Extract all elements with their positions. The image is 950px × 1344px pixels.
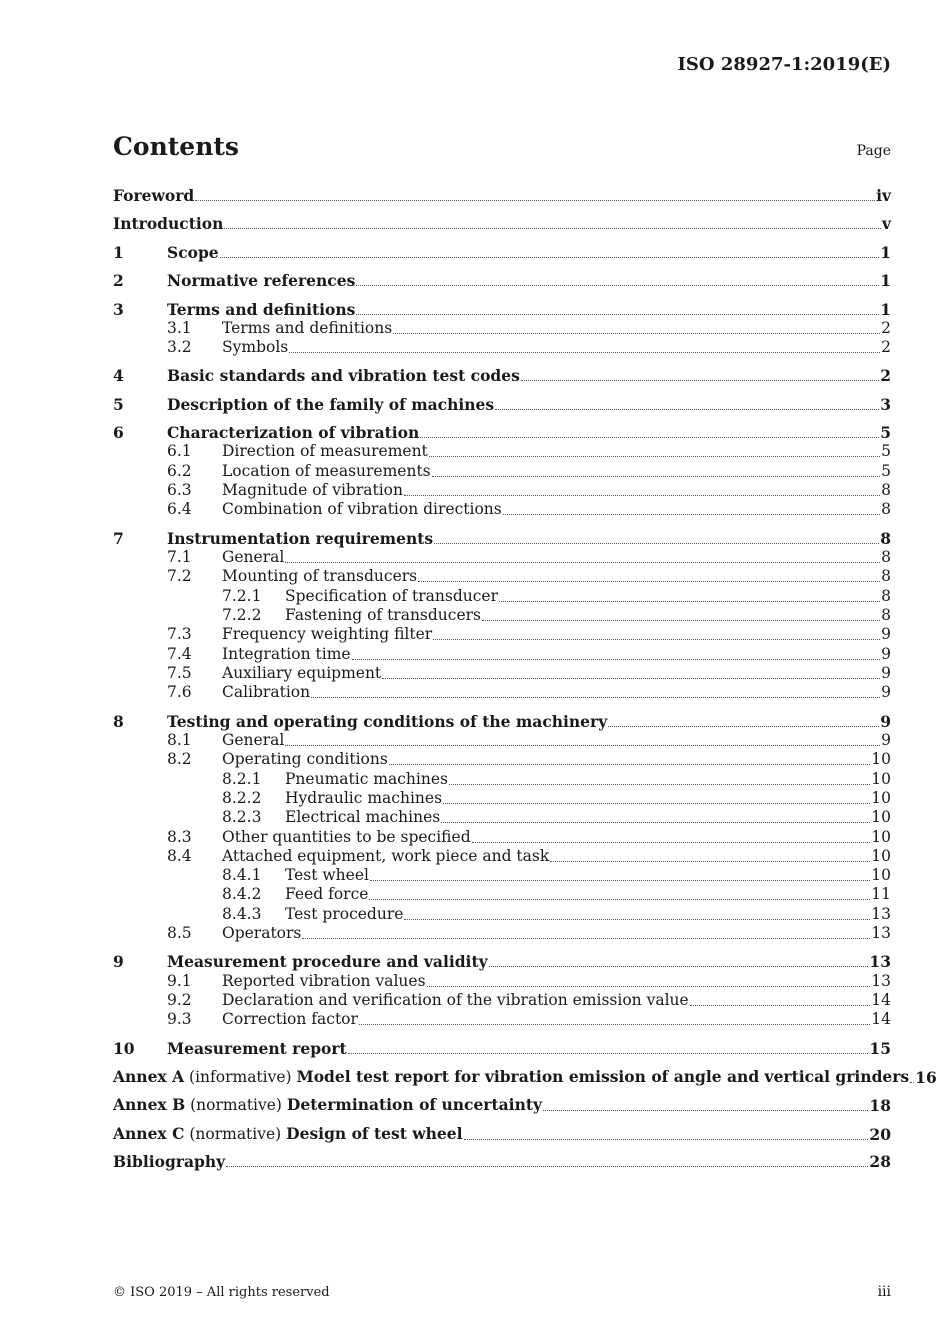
toc-entry-title: Terms and definitions <box>167 300 356 319</box>
toc-entry-title: Electrical machines <box>285 808 441 826</box>
toc-entry-page: 10 <box>871 750 891 768</box>
annex-type: (normative) <box>190 1096 282 1114</box>
toc-entry[interactable] <box>113 395 891 414</box>
toc-entry-page: 2 <box>881 319 891 337</box>
dot-leader <box>382 678 880 679</box>
dot-leader <box>472 842 871 843</box>
toc-entry[interactable] <box>113 529 891 548</box>
toc-entry-number: 8.4.2 <box>222 885 262 903</box>
toc-entry-number: 6.3 <box>167 481 192 499</box>
toc-entry[interactable] <box>113 712 891 731</box>
toc-entry[interactable] <box>113 905 891 924</box>
toc-entry-title: Characterization of vibration <box>167 423 420 442</box>
toc-entry-number: 7 <box>113 529 124 548</box>
toc-entry[interactable] <box>113 300 891 319</box>
toc-entry-page: 8 <box>881 587 891 605</box>
toc-entry-number: 7.1 <box>167 548 192 566</box>
toc-entry-title: Instrumentation requirements <box>167 529 434 548</box>
toc-entry-title: General <box>222 548 285 566</box>
toc-entry-title: Test procedure <box>285 905 404 923</box>
toc-entry-page: 2 <box>880 366 891 385</box>
toc-entry-number: 6.2 <box>167 462 192 480</box>
toc-entry[interactable] <box>113 625 891 644</box>
toc-entry-title: Test wheel <box>285 866 369 884</box>
toc-entry-page: 10 <box>871 808 891 826</box>
copyright-notice: © ISO 2019 – All rights reserved <box>113 1285 330 1300</box>
toc-entry-page: 9 <box>881 683 891 701</box>
toc-entry-page: 1 <box>880 300 891 319</box>
toc-entry-page: 5 <box>881 462 891 480</box>
toc-entry[interactable] <box>113 683 891 702</box>
dot-leader <box>359 1024 870 1025</box>
toc-entry-title: Operators <box>222 924 302 942</box>
dot-leader <box>489 966 869 967</box>
toc-entry[interactable] <box>113 750 891 769</box>
toc-entry-page: 10 <box>871 847 891 865</box>
dot-leader <box>432 476 880 477</box>
table-of-contents <box>113 0 937 1344</box>
toc-entry[interactable] <box>113 1010 891 1029</box>
toc-entry-number: 6.4 <box>167 500 192 518</box>
toc-entry-title: Frequency weighting filter <box>222 625 433 643</box>
toc-entry-page: 14 <box>871 1010 891 1028</box>
toc-entry[interactable] <box>113 770 891 789</box>
toc-entry-page: 9 <box>881 625 891 643</box>
toc-entry-page: 9 <box>881 645 891 663</box>
page-title: Contents <box>113 132 240 161</box>
toc-entry-title: Feed force <box>285 885 369 903</box>
toc-entry-title: Introduction <box>113 214 224 233</box>
dot-leader <box>690 1005 871 1006</box>
dot-leader <box>226 1166 868 1167</box>
toc-entry-number: 9 <box>113 952 124 971</box>
toc-entry-number: 7.5 <box>167 664 192 682</box>
toc-entry-number: 3.2 <box>167 338 192 356</box>
dot-leader <box>434 543 879 544</box>
toc-entry-number: 8.1 <box>167 731 192 749</box>
toc-entry-title: Basic standards and vibration test codes <box>167 366 520 385</box>
toc-entry[interactable] <box>113 952 891 971</box>
dot-leader <box>356 314 879 315</box>
toc-entry-page: 5 <box>880 423 891 442</box>
toc-entry-title: Attached equipment, work piece and task <box>222 847 550 865</box>
toc-entry-number: 7.2.1 <box>222 587 262 605</box>
toc-entry-page: 8 <box>881 567 891 585</box>
toc-entry-number: 7.4 <box>167 645 192 663</box>
toc-entry-title: Fastening of transducers <box>285 606 482 624</box>
toc-entry-page: 13 <box>871 972 891 990</box>
toc-entry-number: 8.2.1 <box>222 770 262 788</box>
annex-title: Model test report for vibration emission of angle and vertical grinders <box>296 1067 910 1086</box>
dot-leader <box>289 352 880 353</box>
toc-entry-number: 7.6 <box>167 683 192 701</box>
toc-entry-title: Magnitude of vibration <box>222 481 403 499</box>
toc-entry-title: Hydraulic machines <box>285 789 443 807</box>
toc-entry-title: Integration time <box>222 645 351 663</box>
dot-leader <box>311 697 880 698</box>
toc-entry-page: 14 <box>871 991 891 1009</box>
dot-leader <box>441 822 870 823</box>
annex-type: (normative) <box>189 1125 282 1143</box>
toc-entry[interactable] <box>113 991 891 1010</box>
dot-leader <box>543 1110 868 1111</box>
dot-leader <box>449 784 870 785</box>
dot-leader <box>369 899 870 900</box>
toc-entry[interactable] <box>113 423 891 442</box>
toc-entry-page: 9 <box>881 664 891 682</box>
dot-leader <box>404 919 870 920</box>
toc-entry-number: 9.3 <box>167 1010 192 1028</box>
dot-leader <box>356 285 879 286</box>
toc-entry-page: 10 <box>871 866 891 884</box>
toc-entry-number: 7.3 <box>167 625 192 643</box>
toc-entry[interactable] <box>113 548 891 567</box>
toc-entry[interactable] <box>113 866 891 885</box>
page-number: iii <box>877 1284 891 1300</box>
dot-leader <box>420 437 879 438</box>
toc-entry-number: 8 <box>113 712 124 731</box>
toc-entry-number: 3.1 <box>167 319 192 337</box>
dot-leader <box>285 562 880 563</box>
annex-label: Annex A <box>113 1067 185 1086</box>
dot-leader <box>389 764 870 765</box>
toc-entry[interactable] <box>113 789 891 808</box>
toc-entry-title: Auxiliary equipment <box>222 664 382 682</box>
toc-entry-page: iv <box>876 186 891 205</box>
toc-entry[interactable] <box>113 606 891 625</box>
toc-entry-number: 9.1 <box>167 972 192 990</box>
toc-entry-number: 8.2.2 <box>222 789 262 807</box>
dot-leader <box>499 601 880 602</box>
toc-entry[interactable] <box>113 1039 891 1058</box>
toc-entry-title: Other quantities to be specified <box>222 828 471 846</box>
dot-leader <box>285 745 880 746</box>
toc-entry-title <box>113 1067 909 1087</box>
dot-leader <box>404 495 880 496</box>
toc-entry[interactable] <box>113 972 891 991</box>
dot-leader <box>464 1139 869 1140</box>
dot-leader <box>433 639 880 640</box>
toc-entry-title: Pneumatic machines <box>285 770 448 788</box>
dot-leader <box>482 620 880 621</box>
toc-entry[interactable] <box>113 731 891 750</box>
toc-entry[interactable] <box>113 462 891 481</box>
toc-entry-title: Measurement procedure and validity <box>167 952 488 971</box>
toc-entry-page: 18 <box>869 1096 891 1115</box>
toc-entry-number: 7.2.2 <box>222 606 262 624</box>
toc-entry-title: Symbols <box>222 338 289 356</box>
toc-entry-number: 8.4.3 <box>222 905 262 923</box>
annex-title: Determination of uncertainty <box>286 1095 542 1114</box>
dot-leader <box>302 938 870 939</box>
dot-leader <box>443 803 870 804</box>
dot-leader <box>550 861 870 862</box>
toc-entry-page: 13 <box>869 952 891 971</box>
toc-entry-page: 9 <box>881 731 891 749</box>
toc-entry[interactable] <box>113 885 891 904</box>
toc-entry[interactable] <box>113 214 891 233</box>
toc-entry-page: 10 <box>871 828 891 846</box>
dot-leader <box>220 257 880 258</box>
toc-entry-page: 10 <box>871 789 891 807</box>
toc-entry-number: 8.4 <box>167 847 192 865</box>
toc-entry-number: 5 <box>113 395 124 414</box>
toc-entry-page: 8 <box>881 481 891 499</box>
toc-entry-page: 28 <box>869 1152 891 1171</box>
toc-entry-page: 9 <box>880 712 891 731</box>
toc-entry[interactable] <box>113 1124 891 1144</box>
dot-leader <box>429 456 880 457</box>
toc-entry-title: Mounting of transducers <box>222 567 418 585</box>
toc-entry-page: 1 <box>880 271 891 290</box>
toc-entry-page: v <box>881 214 891 233</box>
toc-entry[interactable] <box>113 1067 937 1087</box>
toc-entry-title <box>113 1095 542 1115</box>
toc-entry-page: 5 <box>881 442 891 460</box>
page-column-label: Page <box>856 143 891 159</box>
dot-leader <box>348 1053 869 1054</box>
toc-entry[interactable] <box>113 271 891 290</box>
toc-entry-title: Declaration and verification of the vibration emission value <box>222 991 689 1009</box>
toc-entry-number: 3 <box>113 300 124 319</box>
toc-entry[interactable] <box>113 442 891 461</box>
toc-entry-title: Terms and definitions <box>222 319 393 337</box>
toc-entry-title: General <box>222 731 285 749</box>
toc-entry-number: 8.4.1 <box>222 866 262 884</box>
annex-label: Annex C <box>113 1124 185 1143</box>
dot-leader <box>910 1082 914 1083</box>
toc-entry[interactable] <box>113 847 891 866</box>
dot-leader <box>427 986 871 987</box>
toc-entry-title: Direction of measurement <box>222 442 428 460</box>
toc-entry-page: 16 <box>915 1068 937 1087</box>
toc-entry[interactable] <box>113 319 891 338</box>
dot-leader <box>521 380 879 381</box>
toc-entry-page: 20 <box>869 1125 891 1144</box>
toc-entry[interactable] <box>113 808 891 827</box>
toc-entry[interactable] <box>113 924 891 943</box>
toc-entry-title: Testing and operating conditions of the machinery <box>167 712 608 731</box>
toc-entry-title: Operating conditions <box>222 750 388 768</box>
toc-entry-page: 8 <box>881 548 891 566</box>
toc-entry[interactable] <box>113 481 891 500</box>
dot-leader <box>503 514 880 515</box>
document-id: ISO 28927-1:2019(E) <box>677 54 891 75</box>
toc-entry-title: Foreword <box>113 186 195 205</box>
toc-entry-page: 15 <box>869 1039 891 1058</box>
toc-entry-page: 3 <box>880 395 891 414</box>
toc-entry-number: 6.1 <box>167 442 192 460</box>
dot-leader <box>608 726 879 727</box>
toc-entry-number: 8.2 <box>167 750 192 768</box>
toc-entry-page: 13 <box>871 905 891 923</box>
toc-entry-number: 2 <box>113 271 124 290</box>
dot-leader <box>495 409 879 410</box>
toc-entry[interactable] <box>113 1152 891 1171</box>
toc-entry-title: Normative references <box>167 271 356 290</box>
toc-entry-page: 10 <box>871 770 891 788</box>
toc-entry-title: Combination of vibration directions <box>222 500 502 518</box>
toc-entry[interactable] <box>113 186 891 205</box>
toc-entry-number: 1 <box>113 243 124 262</box>
toc-entry-page: 11 <box>871 885 891 903</box>
toc-entry[interactable] <box>113 338 891 357</box>
toc-entry[interactable] <box>113 366 891 385</box>
toc-entry[interactable] <box>113 243 891 262</box>
toc-entry-title <box>113 1124 463 1144</box>
toc-entry-title: Correction factor <box>222 1010 358 1028</box>
toc-entry[interactable] <box>113 500 891 519</box>
toc-entry-page: 8 <box>880 529 891 548</box>
toc-entry-title: Specification of transducer <box>285 587 499 605</box>
dot-leader <box>370 880 870 881</box>
toc-entry-page: 1 <box>880 243 891 262</box>
toc-entry-page: 2 <box>881 338 891 356</box>
toc-entry-number: 4 <box>113 366 124 385</box>
dot-leader <box>393 333 880 334</box>
annex-label: Annex B <box>113 1095 186 1114</box>
toc-entry-number: 8.3 <box>167 828 192 846</box>
toc-entry[interactable] <box>113 567 891 586</box>
toc-entry-title: Calibration <box>222 683 311 701</box>
toc-entry[interactable] <box>113 645 891 664</box>
toc-entry-number: 6 <box>113 423 124 442</box>
toc-entry[interactable] <box>113 828 891 847</box>
toc-entry-title: Bibliography <box>113 1152 226 1171</box>
toc-entry-number: 7.2 <box>167 567 192 585</box>
toc-entry-page: 8 <box>881 606 891 624</box>
dot-leader <box>352 659 881 660</box>
dot-leader <box>224 228 881 229</box>
toc-entry-page: 8 <box>881 500 891 518</box>
toc-entry-title: Description of the family of machines <box>167 395 495 414</box>
toc-entry-title: Reported vibration values <box>222 972 426 990</box>
toc-entry-number: 9.2 <box>167 991 192 1009</box>
toc-entry-title: Scope <box>167 243 219 262</box>
toc-entry[interactable] <box>113 1095 891 1115</box>
annex-title: Design of test wheel <box>286 1124 463 1143</box>
toc-entry-title: Location of measurements <box>222 462 431 480</box>
toc-entry-title: Measurement report <box>167 1039 347 1058</box>
dot-leader <box>195 200 875 201</box>
toc-entry[interactable] <box>113 587 891 606</box>
toc-entry-page: 13 <box>871 924 891 942</box>
toc-entry[interactable] <box>113 664 891 683</box>
dot-leader <box>418 581 880 582</box>
toc-entry-number: 10 <box>113 1039 135 1058</box>
toc-entry-number: 8.5 <box>167 924 192 942</box>
toc-entry-number: 8.2.3 <box>222 808 262 826</box>
annex-type: (informative) <box>189 1068 292 1086</box>
